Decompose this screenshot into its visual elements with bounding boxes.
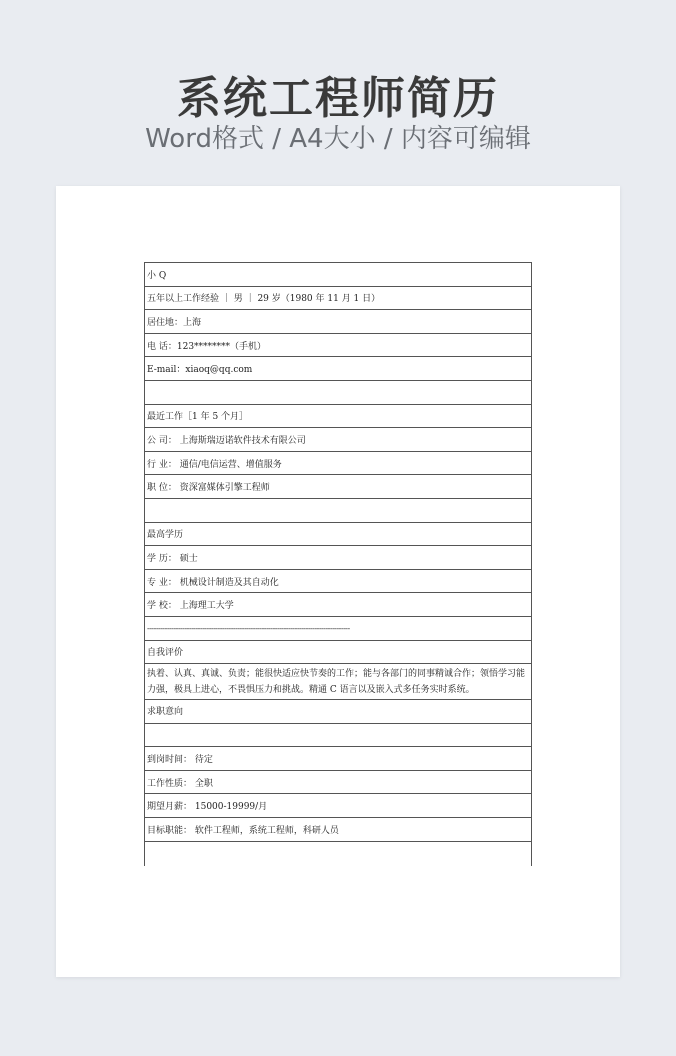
resume-major: 专 业： 机械设计制造及其自动化	[145, 570, 531, 594]
page-subtitle: Word格式 / A4大小 / 内容可编辑	[145, 124, 531, 154]
resume-degree: 学 历： 硕士	[145, 546, 531, 570]
resume-table	[144, 262, 532, 866]
resume-name: 小 Q	[145, 263, 531, 287]
resume-blank-row	[145, 499, 531, 523]
resume-salary: 期望月薪： 15000-19999/月	[145, 794, 531, 818]
resume-blank-row	[145, 842, 531, 866]
resume-email: E-mail：xiaoq@qq.com	[145, 357, 531, 381]
resume-self-eval-heading: 自我评价	[145, 641, 531, 665]
resume-blank-row	[145, 381, 531, 405]
resume-basic-info: 五年以上工作经验 ｜ 男 ｜ 29 岁（1980 年 11 月 1 日）	[145, 287, 531, 311]
resume-recent-job: 最近工作［1 年 5 个月］	[145, 405, 531, 429]
resume-position: 职 位： 资深富媒体引擎工程师	[145, 475, 531, 499]
resume-arrival-time: 到岗时间： 待定	[145, 747, 531, 771]
resume-company: 公 司： 上海斯瑞迈诺软件技术有限公司	[145, 428, 531, 452]
resume-self-eval-text: 执着、认真、真诚、负责；能很快适应快节奏的工作；能与各部门的同事精诚合作；领悟学习能力强，极具上进心，不畏惧压力和挑战。精通 C 语言以及嵌入式多任务实时系统。	[145, 664, 531, 700]
resume-divider: --------------------------------------------------------------------------------------------	[145, 617, 531, 641]
resume-school: 学 校： 上海理工大学	[145, 593, 531, 617]
resume-residence: 居住地：上海	[145, 310, 531, 334]
resume-blank-row	[145, 724, 531, 748]
page-title: 系统工程师简历	[177, 73, 499, 124]
resume-job-type: 工作性质： 全职	[145, 771, 531, 795]
resume-education-heading: 最高学历	[145, 523, 531, 547]
resume-intent-heading: 求职意向	[145, 700, 531, 724]
resume-industry: 行 业： 通信/电信运营、增值服务	[145, 452, 531, 476]
resume-phone: 电 话：123********（手机）	[145, 334, 531, 358]
resume-target-role: 目标职能： 软件工程师，系统工程师，科研人员	[145, 818, 531, 842]
